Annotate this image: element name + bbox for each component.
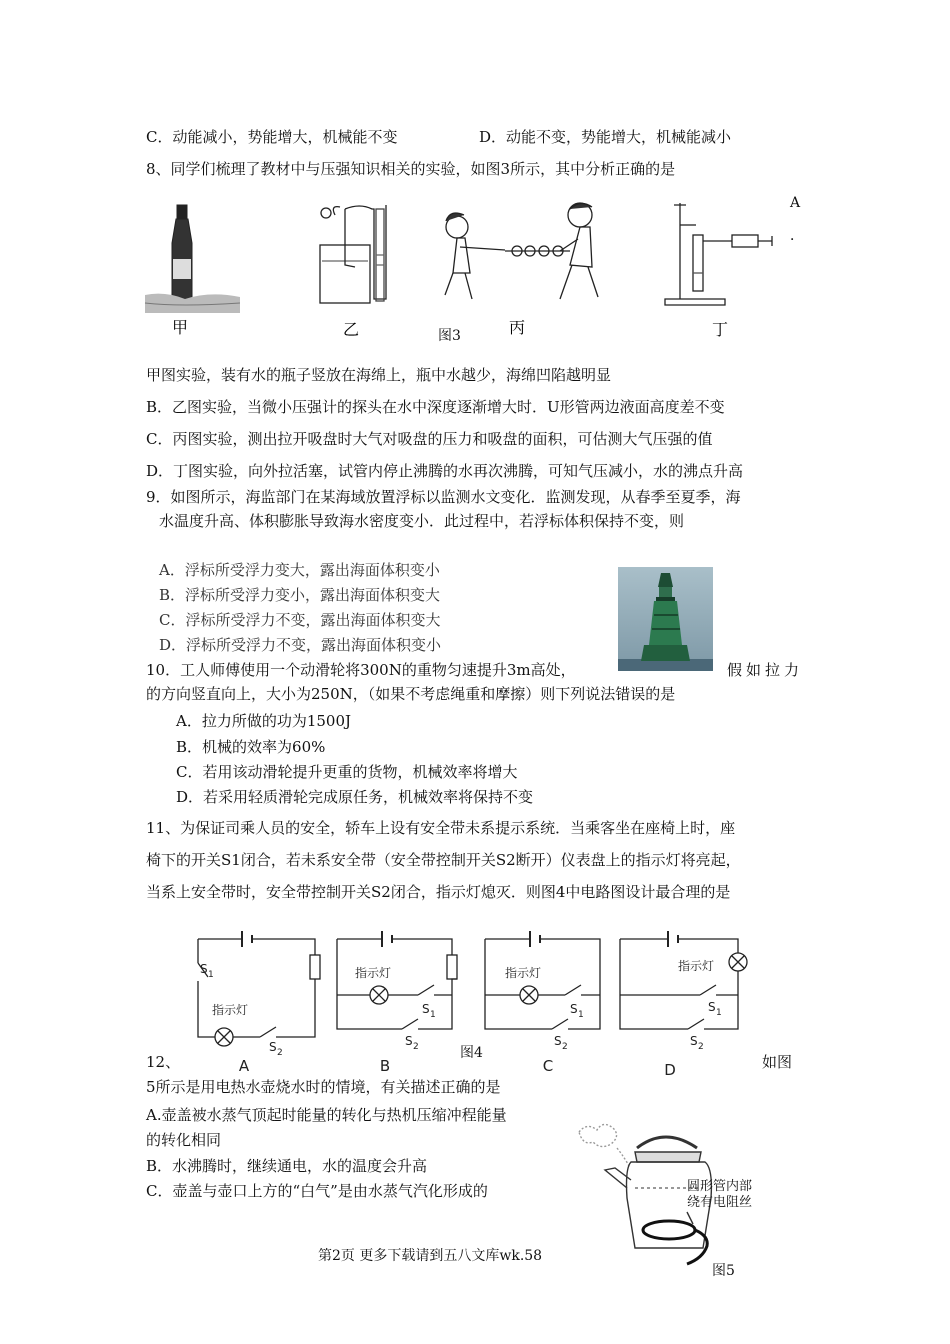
q7-option-c: C．动能减小，势能增大，机械能不变 — [146, 128, 398, 146]
circuit-d-lamp-label: 指示灯 — [678, 959, 715, 973]
circuit-label-d: D — [664, 1061, 676, 1079]
circuit-label-c: C — [542, 1057, 554, 1075]
fig5-note-line2: 绕有电阻丝 — [687, 1195, 753, 1210]
circuit-b-lamp-label: 指示灯 — [355, 966, 392, 980]
figure-3 — [140, 195, 790, 345]
circuit-a-s2: S — [269, 1040, 277, 1054]
q12-stem-tail: 如图 — [762, 1053, 793, 1071]
q10-stem-line1: 10．工人师傅使用一个动滑轮将300N的重物匀速提升3m高处， — [146, 661, 576, 679]
circuit-a-s2-sub: 2 — [277, 1048, 283, 1058]
q9-option-d: D．浮标所受浮力不变，露出海面体积变小 — [159, 636, 442, 654]
circuit-d-s1: S — [708, 1000, 716, 1014]
q12-option-a-line1: A.壶盖被水蒸气顶起时能量的转化与热机压缩冲程能量 — [146, 1106, 507, 1124]
q9-option-b: B．浮标所受浮力变小，露出海面体积变大 — [159, 586, 441, 604]
q12-option-a-line2: 的转化相同 — [146, 1131, 222, 1149]
q10-stem-line1-tail: 假如拉力 — [727, 661, 804, 679]
fig5-caption: 图5 — [712, 1263, 735, 1279]
q10-option-b: B．机械的效率为60% — [176, 738, 326, 756]
circuit-c-s1-sub: 1 — [578, 1010, 584, 1020]
circuit-d-s2: S — [690, 1034, 698, 1048]
circuit-d — [620, 931, 747, 1029]
q12-option-b: B．水沸腾时，继续通电，水的温度会升高 — [146, 1157, 428, 1175]
circuit-b-s2: S — [405, 1034, 413, 1048]
q8-side-dot: ． — [790, 228, 804, 244]
q10-option-d: D．若采用轻质滑轮完成原任务，机械效率将保持不变 — [176, 788, 534, 806]
circuit-a-s1-sub: 1 — [208, 970, 214, 980]
circuit-d-s1-sub: 1 — [716, 1008, 722, 1018]
q9-option-a: A．浮标所受浮力变大，露出海面体积变小 — [159, 561, 440, 579]
circuit-label-a: A — [238, 1057, 250, 1075]
q11-line1: 11、为保证司乘人员的安全，轿车上设有安全带未系提示系统．当乘客坐在座椅上时，座 — [146, 819, 736, 837]
fig5-note-line1: 圆形管内部 — [687, 1179, 753, 1194]
circuit-c-s2-sub: 2 — [562, 1042, 568, 1052]
fig3-label-yi: 乙 — [342, 320, 360, 339]
q9-stem-line2: 水温度升高、体积膨胀导致海水密度变小．此过程中，若浮标体积保持不变，则 — [159, 512, 685, 530]
circuit-c-s1: S — [570, 1002, 578, 1016]
q9-stem-line1: 9．如图所示，海监部门在某海域放置浮标以监测水文变化．监测发现，从春季至夏季，海 — [146, 488, 741, 506]
fig3-pressure-gauge — [320, 205, 386, 303]
fig3-caption: 图3 — [438, 328, 461, 344]
q8-option-d: D．丁图实验，向外拉活塞，试管内停止沸腾的水再次沸腾，可知气压减小，水的沸点升高 — [146, 462, 744, 480]
fig3-label-jia: 甲 — [171, 318, 189, 337]
q8-option-b: B．乙图实验，当微小压强计的探头在水中深度逐渐增大时．U形管两边液面高度差不变 — [146, 398, 725, 416]
q8-option-c: C．丙图实验，测出拉开吸盘时大气对吸盘的压力和吸盘的面积，可估测大气压强的值 — [146, 430, 713, 448]
q11-line3: 当系上安全带时，安全带控制开关S2闭合，指示灯熄灭．则图4中电路图设计最合理的是 — [146, 883, 731, 901]
circuit-a — [198, 931, 320, 1046]
circuit-b-s2-sub: 2 — [413, 1042, 419, 1052]
q12-option-c: C．壶盖与壶口上方的“白气”是由水蒸气汽化形成的 — [146, 1182, 488, 1200]
fig3-test-tube-syringe — [665, 203, 772, 305]
q8-option-a: 甲图实验，装有水的瓶子竖放在海绵上，瓶中水越少，海绵凹陷越明显 — [146, 366, 612, 384]
q8-stem: 8、同学们梳理了教材中与压强知识相关的实验，如图3所示，其中分析正确的是 — [146, 160, 676, 178]
circuit-a-s1: S — [200, 962, 208, 976]
circuit-b-s1: S — [422, 1002, 430, 1016]
circuit-c-lamp-label: 指示灯 — [505, 966, 542, 980]
buoy-photo — [618, 567, 713, 671]
circuit-b-s1-sub: 1 — [430, 1010, 436, 1020]
q10-stem-line2: 的方向竖直向上，大小为250N，（如果不考虑绳重和摩擦）则下列说法错误的是 — [146, 685, 676, 703]
circuit-b — [337, 931, 457, 1029]
q7-option-d: D．动能不变，势能增大，机械能减小 — [479, 128, 732, 146]
q10-option-a: A．拉力所做的功为1500J — [176, 712, 352, 730]
page-footer: 第2页 更多下载请到五八文库wk.58 — [318, 1248, 543, 1264]
circuit-a-lamp-label: 指示灯 — [212, 1003, 249, 1017]
fig3-label-bing: 丙 — [508, 318, 526, 337]
circuit-label-b: B — [379, 1057, 391, 1075]
q12-stem-line2: 5所示是用电热水壶烧水时的情境，有关描述正确的是 — [146, 1078, 501, 1096]
circuit-d-s2-sub: 2 — [698, 1042, 704, 1052]
figure-5-kettle — [575, 1118, 795, 1268]
fig3-bottle-on-sponge — [145, 205, 240, 313]
q8-side-a: A — [790, 195, 801, 211]
q12-number: 12、 — [146, 1053, 181, 1071]
fig4-caption: 图4 — [460, 1045, 483, 1061]
fig3-children-suction-cups — [445, 203, 598, 299]
q10-option-c: C．若用该动滑轮提升更重的货物，机械效率将增大 — [176, 763, 518, 781]
q9-option-c: C．浮标所受浮力不变，露出海面体积变大 — [159, 611, 441, 629]
fig3-label-ding: 丁 — [711, 320, 729, 339]
q11-line2: 椅下的开关S1闭合，若未系安全带（安全带控制开关S2断开）仪表盘上的指示灯将亮起， — [146, 851, 741, 869]
circuit-c-s2: S — [554, 1034, 562, 1048]
